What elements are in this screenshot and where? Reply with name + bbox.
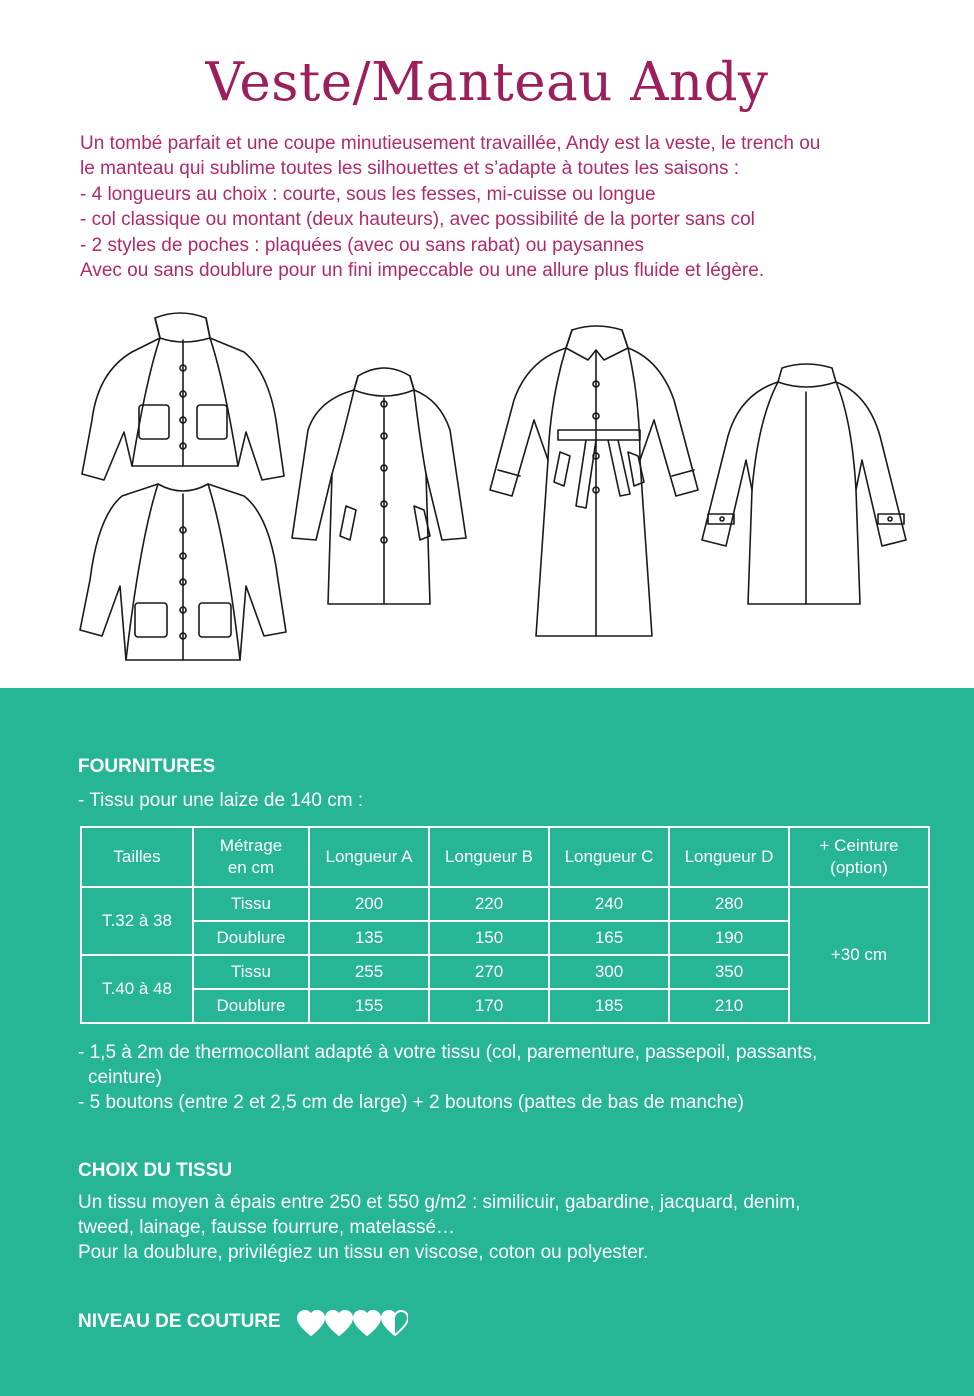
- intro-line: - col classique ou montant (deux hauteurs), avec possibilité de la porter sans col: [80, 209, 755, 231]
- short-jacket-collarless-drawing: [80, 484, 286, 660]
- value-cell: 280: [669, 887, 789, 921]
- header-longueur-a: Longueur A: [309, 827, 429, 887]
- size-cell: T.40 à 48: [81, 955, 193, 1023]
- fabric-requirements-table: [80, 826, 930, 1024]
- choix-line: tweed, lainage, fausse fourrure, matelassé…: [78, 1217, 456, 1238]
- type-cell: Doublure: [193, 921, 309, 955]
- note-line: ceinture): [88, 1067, 162, 1088]
- value-cell: 255: [309, 955, 429, 989]
- value-cell: 190: [669, 921, 789, 955]
- note-line: - 1,5 à 2m de thermocollant adapté à votre tissu (col, parementure, passepoil, passants,: [78, 1042, 818, 1063]
- table-header-row: [81, 827, 929, 887]
- header-section: [0, 0, 974, 688]
- supplies-notes: [78, 1040, 817, 1115]
- header-longueur-b: Longueur B: [429, 827, 549, 887]
- choix-line: Un tissu moyen à épais entre 250 et 550 g/m2 : similicuir, gabardine, jacquard, denim,: [78, 1192, 801, 1213]
- choix-line: Pour la doublure, privilégiez un tissu en viscose, coton ou polyester.: [78, 1242, 649, 1263]
- header-ceinture-line: (option): [830, 858, 888, 877]
- value-cell: 200: [309, 887, 429, 921]
- value-cell: 220: [429, 887, 549, 921]
- intro-line: le manteau qui sublime toutes les silhouettes et s’adapte à toutes les saisons :: [80, 158, 740, 180]
- heart-icon: [326, 1311, 352, 1335]
- type-cell: Tissu: [193, 955, 309, 989]
- header-longueur-d: Longueur D: [669, 827, 789, 887]
- ceinture-cell: +30 cm: [789, 887, 929, 1023]
- value-cell: 155: [309, 989, 429, 1023]
- header-ceinture-line: + Ceinture: [819, 836, 899, 855]
- garment-illustrations: [0, 300, 974, 680]
- supplies-section: [0, 688, 974, 1396]
- value-cell: 135: [309, 921, 429, 955]
- short-jacket-collar-drawing: [82, 313, 284, 480]
- mid-thigh-coat-drawing: [292, 368, 466, 604]
- value-cell: 300: [549, 955, 669, 989]
- table-row: [81, 887, 929, 921]
- value-cell: 270: [429, 955, 549, 989]
- header-longueur-c: Longueur C: [549, 827, 669, 887]
- fournitures-heading: FOURNITURES: [78, 756, 216, 777]
- header-metrage: [193, 827, 309, 887]
- niveau-heading: NIVEAU DE COUTURE: [78, 1311, 281, 1332]
- page-title: Veste/Manteau Andy: [205, 52, 769, 113]
- intro-line: - 2 styles de poches : plaquées (avec ou sans rabat) ou paysannes: [80, 234, 645, 256]
- intro-line: Avec ou sans doublure pour un fini impeccable ou une allure plus fluide et légère.: [80, 260, 765, 282]
- fabric-width-note: - Tissu pour une laize de 140 cm :: [78, 790, 364, 811]
- header-metrage-line: en cm: [227, 858, 275, 877]
- header-tailles: Tailles: [81, 827, 193, 887]
- coat-back-drawing: [702, 364, 906, 604]
- heart-icon: [382, 1311, 408, 1335]
- choix-heading: CHOIX DU TISSU: [78, 1160, 233, 1181]
- value-cell: 350: [669, 955, 789, 989]
- size-cell: T.32 à 38: [81, 887, 193, 955]
- value-cell: 165: [549, 921, 669, 955]
- value-cell: 185: [549, 989, 669, 1023]
- intro-line: - 4 longueurs au choix : courte, sous les fesses, mi-cuisse ou longue: [80, 183, 656, 205]
- intro-line: Un tombé parfait et une coupe minutieusement travaillée, Andy est la veste, le trench ou: [80, 133, 821, 154]
- note-line: - 5 boutons (entre 2 et 2,5 cm de large) + 2 boutons (pattes de bas de manche): [78, 1092, 744, 1113]
- value-cell: 240: [549, 887, 669, 921]
- value-cell: 210: [669, 989, 789, 1023]
- heart-icon: [298, 1311, 324, 1335]
- value-cell: 170: [429, 989, 549, 1023]
- value-cell: 150: [429, 921, 549, 955]
- choix-text: [78, 1190, 800, 1265]
- heart-icon: [354, 1311, 380, 1335]
- type-cell: Doublure: [193, 989, 309, 1023]
- header-ceinture: [789, 827, 929, 887]
- type-cell: Tissu: [193, 887, 309, 921]
- header-metrage-line: Métrage: [219, 836, 283, 855]
- trench-coat-drawing: [490, 326, 698, 636]
- difficulty-hearts: [296, 1308, 408, 1338]
- intro-text: [80, 131, 940, 283]
